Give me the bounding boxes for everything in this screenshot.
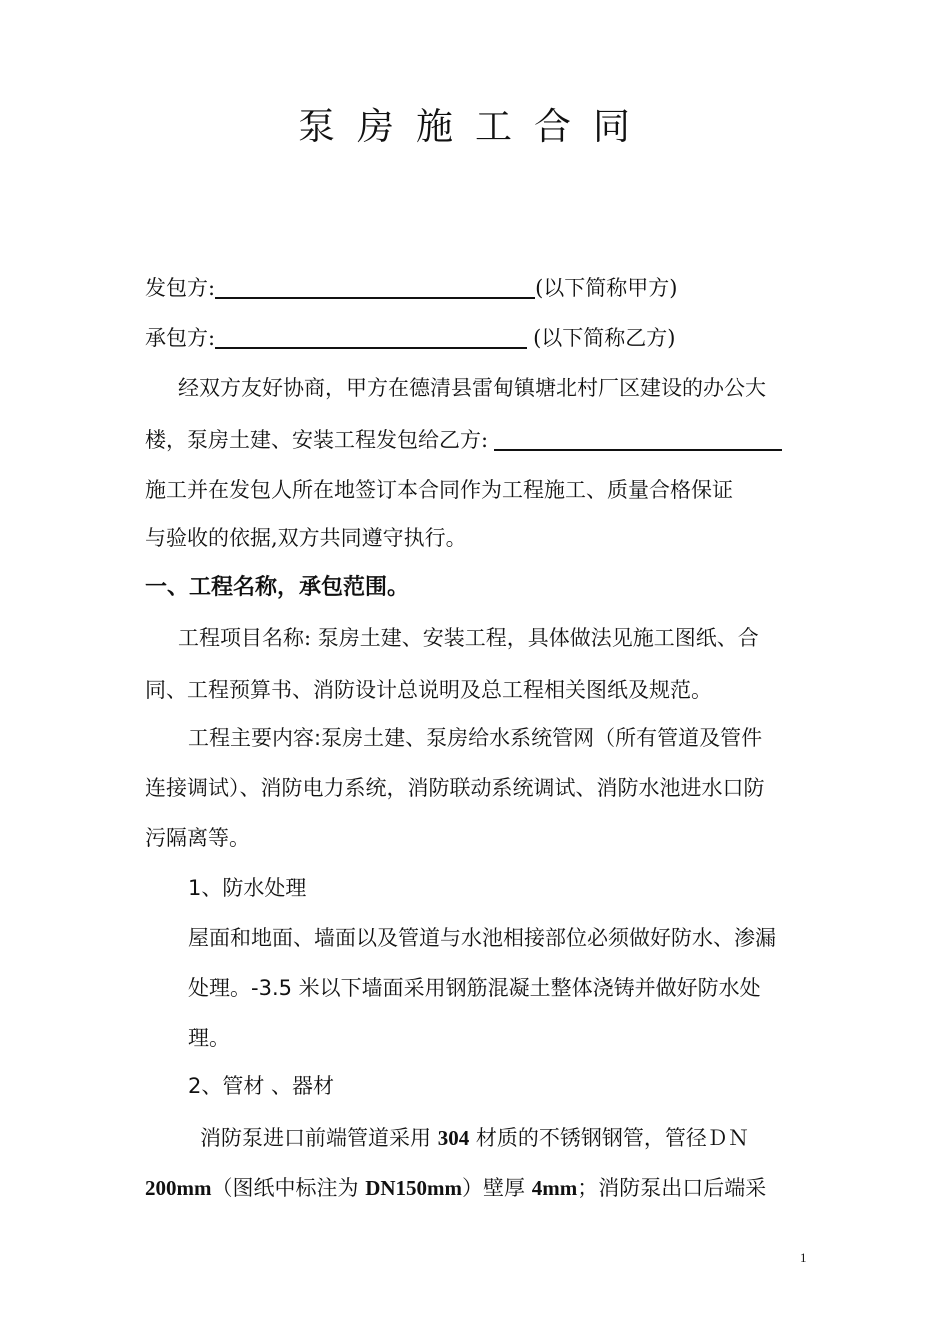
item-2-line-2-b: （图纸中标注为 bbox=[211, 1176, 366, 1200]
page-number: 1 bbox=[800, 1250, 807, 1265]
item-1-line-3: 理。 bbox=[188, 1026, 230, 1050]
party-a-label: 发包方: bbox=[145, 276, 216, 300]
material-grade: 304 bbox=[437, 1126, 470, 1150]
item-1-line-2: 处理。-3.5 米以下墙面采用钢筋混凝土整体浇铸并做好防水处 bbox=[188, 976, 761, 1000]
intro-line-1: 经双方友好协商，甲方在德清县雷甸镇塘北村厂区建设的办公大 bbox=[178, 376, 766, 400]
contractor-blank[interactable] bbox=[494, 427, 782, 451]
item-2-line-1-a: 消防泵进口前端管道采用 bbox=[200, 1126, 438, 1150]
intro-line-2 bbox=[145, 424, 782, 454]
item-2-line-2-d: ）壁厚 bbox=[462, 1176, 532, 1200]
project-line-2: 同、工程预算书、消防设计总说明及总工程相关图纸及规范。 bbox=[145, 678, 712, 702]
party-a-row bbox=[145, 272, 677, 302]
item-1-title: 1、防水处理 bbox=[188, 876, 307, 900]
content-line-1: 工程主要内容:泵房土建、泵房给水系统管网（所有管道及管件 bbox=[188, 726, 763, 750]
drawing-diameter: DN150mm bbox=[365, 1176, 463, 1200]
party-b-label: 承包方: bbox=[145, 326, 216, 350]
project-line-1: 工程项目名称: 泵房土建、安装工程，具体做法见施工图纸、合 bbox=[178, 626, 759, 650]
intro-line-3: 施工并在发包人所在地签订本合同作为工程施工、质量合格保证 bbox=[145, 478, 733, 502]
party-b-row bbox=[145, 322, 675, 352]
item-2-line-2 bbox=[145, 1172, 766, 1202]
document-title: 泵房施工合同 bbox=[298, 105, 652, 148]
wall-thickness: 4mm bbox=[531, 1176, 578, 1200]
content-line-3: 污隔离等。 bbox=[145, 826, 250, 850]
intro-line-4: 与验收的依据,双方共同遵守执行。 bbox=[145, 526, 467, 550]
party-b-suffix: (以下简称乙方) bbox=[533, 326, 676, 350]
item-2-line-1 bbox=[200, 1122, 749, 1152]
section-1-heading: 一、工程名称，承包范围。 bbox=[145, 575, 410, 600]
party-b-blank[interactable] bbox=[215, 325, 527, 349]
item-2-line-2-f: ；消防泵出口后端采 bbox=[577, 1176, 767, 1200]
item-1-line-1: 屋面和地面、墙面以及管道与水池相接部位必须做好防水、渗漏 bbox=[188, 926, 776, 950]
item-2-title: 2、管材 、器材 bbox=[188, 1074, 335, 1098]
party-a-blank[interactable] bbox=[215, 275, 535, 299]
pipe-diameter: 200mm bbox=[145, 1176, 212, 1200]
content-line-2: 连接调试）、消防电力系统，消防联动系统调试、消防水池进水口防 bbox=[145, 776, 765, 800]
item-2-line-1-c: 材质的不锈钢钢管，管径ＤＮ bbox=[469, 1126, 749, 1150]
intro-line-2-text: 楼，泵房土建、安装工程发包给乙方: bbox=[145, 428, 489, 452]
party-a-suffix: (以下简称甲方) bbox=[535, 276, 678, 300]
